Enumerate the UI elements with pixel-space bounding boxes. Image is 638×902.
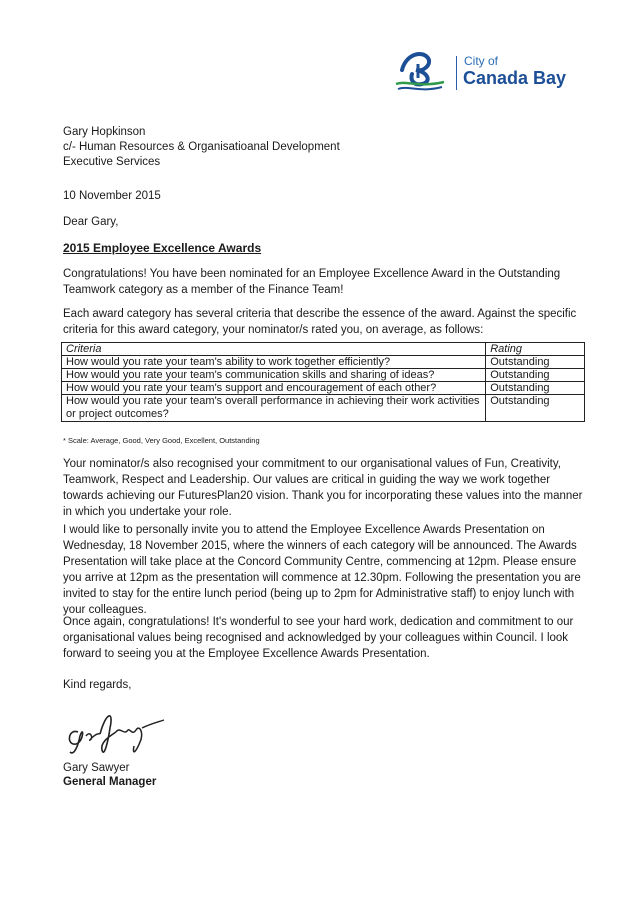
criteria-cell: How would you rate your team's communication skills and sharing of ideas? — [62, 369, 486, 382]
city-emblem-icon — [388, 44, 452, 98]
paragraph-values: Your nominator/s also recognised your commitment to our organisational values of Fun, Creativity, Teamwork, Respect and Leadership. Our values are critical in guiding the way we work together towards achieving our FuturesPlan20 vision. Thank you for incorporating these values into the manner in which you undertake your role. — [63, 458, 583, 518]
criteria-header: Criteria — [62, 343, 486, 356]
logo-canada-bay: Canada Bay — [463, 68, 567, 88]
paragraph-criteria-intro: Each award category has several criteria that describe the essence of the award. Against the specific criteria for this award category, your nominator/s rated you, on average, as follows: — [63, 308, 577, 336]
rating-cell: Outstanding — [486, 382, 585, 395]
signatory-name: Gary Sawyer — [63, 762, 130, 774]
salutation: Dear Gary, — [63, 216, 119, 228]
scale-footnote: * Scale: Average, Good, Very Good, Excellent, Outstanding — [63, 436, 260, 445]
rating-cell: Outstanding — [486, 356, 585, 369]
table-row — [62, 356, 585, 369]
letter-heading: 2015 Employee Excellence Awards — [63, 241, 262, 255]
rating-cell: Outstanding — [486, 369, 585, 382]
table-row — [62, 369, 585, 382]
rating-header: Rating — [486, 343, 585, 356]
criteria-cell: How would you rate your team's support and encouragement of each other? — [62, 382, 486, 395]
signatory-title: General Manager — [63, 776, 157, 788]
recipient-department: c/- Human Resources & Organisatioanal Development — [63, 141, 340, 153]
signature-image — [60, 702, 170, 762]
logo-divider — [456, 56, 457, 90]
recipient-branch: Executive Services — [63, 156, 161, 168]
paragraph-invitation: I would like to personally invite you to attend the Employee Excellence Awards Presentation on Wednesday, 18 November 2015, where the winners of each category will be announced. The Awards Presentation will take place at the Concord Community Centre, commencing at 12pm. Please ensure you arrive at 12pm as the presentation will commence at 12.30pm. Following the presentation you are invited to stay for the entire lunch period (being up to 2pm for Administrative staff) to enjoy lunch with your colleagues. — [63, 524, 581, 616]
paragraph-closing-remarks: Once again, congratulations! It's wonderful to see your hard work, dedication and commitment to our organisational values being recognised and acknowledged by your colleagues within Council. I look forward to seeing you at the Employee Excellence Awards Presentation. — [63, 616, 574, 660]
table-header-row — [62, 343, 585, 356]
city-logo — [388, 44, 588, 100]
logo-city-of: City of — [464, 54, 499, 68]
recipient-name: Gary Hopkinson — [63, 126, 146, 138]
table-row — [62, 395, 585, 422]
paragraph-congratulations: Congratulations! You have been nominated for an Employee Excellence Award in the Outstanding Teamwork category as a member of the Finance Team! — [63, 268, 561, 296]
table-row — [62, 382, 585, 395]
closing: Kind regards, — [63, 679, 132, 691]
letter-date: 10 November 2015 — [63, 190, 161, 202]
rating-cell: Outstanding — [486, 395, 585, 422]
criteria-cell: How would you rate your team's ability to work together efficiently? — [62, 356, 486, 369]
ratings-table — [61, 342, 585, 422]
criteria-cell: How would you rate your team's overall performance in achieving their work activities or project outcomes? — [62, 395, 486, 422]
